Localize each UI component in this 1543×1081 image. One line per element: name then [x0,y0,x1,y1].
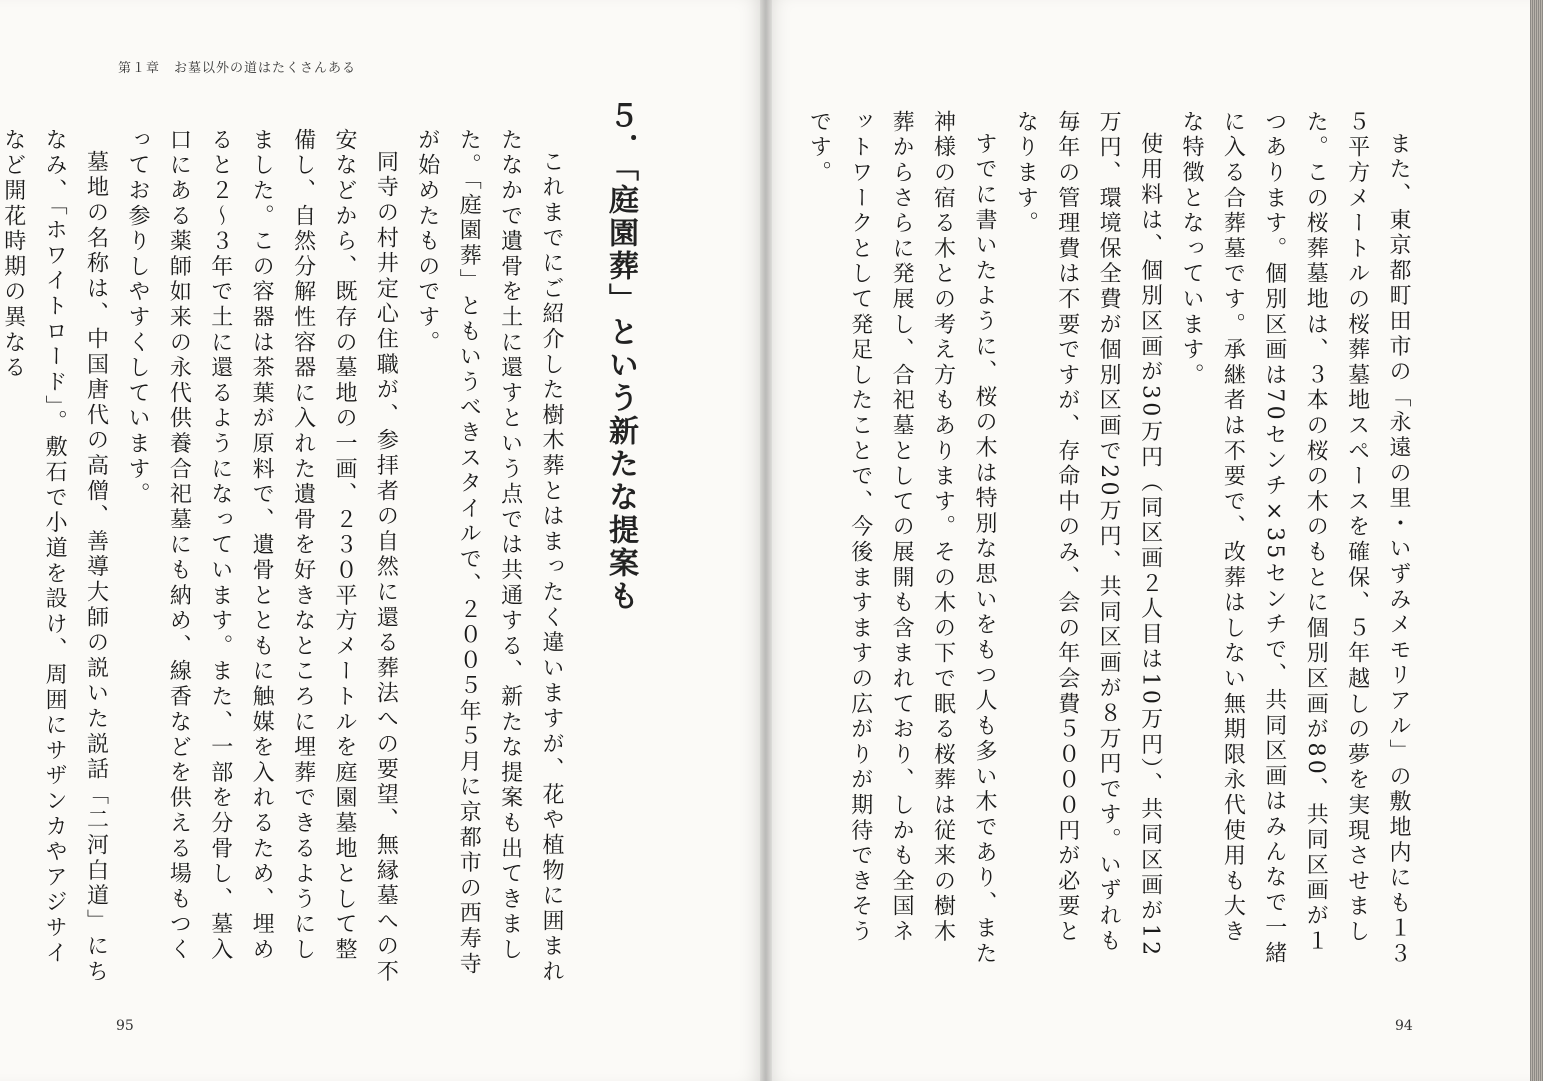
running-head: 第１章 お墓以外の道はたくさんある [118,61,357,76]
book-page-edges [1530,0,1543,1081]
paragraph: これまでにご紹介した樹木葬とはまったく違いますが、花や植物に囲まれたなかで遺骨を土に還すという点では共通する、新たな提案も出てきました。「庭園葬」ともいうべきスタイルで、２００５年５月に京都市の西寿寺が始めたものです。 [414,128,564,985]
paragraph: 墓地の名称は、中国唐代の高僧、善導大師の説いた説話「二河白道」にちなみ、「ホワイトロード」。敷石で小道を設け、周囲にサザンカやアジサイなど開花時期の異なる [0,128,109,985]
left-page-body [0,128,572,988]
left-page [0,0,765,1081]
page-number-right: 94 [1395,1018,1413,1034]
section-heading: ５．「庭園葬」という新たな提案も [603,100,638,613]
paragraph: また、東京都町田市の「永遠の里・いずみメモリアル」の敷地内にも１３５平方メートルの桜葬墓地スペースを確保、５年越しの夢を実現させました。この桜葬墓地は、３本の桜の木のもとに個別区画が80、共同区画が１つあります。個別区画は70センチ×35センチで、共同区画はみんなで一緒に入る合葬墓です。承継者は不要で、改葬はしない無期限永代使用も大きな特徴となっています。 [1178,110,1411,967]
book-gutter [760,0,772,1081]
paragraph: 同寺の村井定心住職が、参拝者の自然に還る葬法への要望、無縁墓への不安などから、既存の墓地の一画、２３０平方メートルを庭園墓地として整備し、自然分解性容器に入れた遺骨を好きなところに埋葬できるようにしました。この容器は茶葉が原料で、遺骨とともに触媒を入れるため、埋めると２～３年で土に還るようになっています。また、一部を分骨し、墓入口にある薬師如来の永代供養合祀墓にも納め、線香などを供える場もつくってお参りしやすくしています。 [124,128,399,985]
right-page-body [806,110,1419,970]
paragraph: すでに書いたように、桜の木は特別な思いをもつ人も多い木であり、また神様の宿る木との考え方もあります。その木の下で眠る桜葬は従来の樹木葬からさらに発展し、合祀墓としての展開も含まれており、しかも全国ネットワークとして発足したことで、今後ますますの広がりが期待できそうです。 [806,110,997,967]
paragraph: 使用料は、個別区画が30万円（同区画２人目は10万円）、共同区画が12万円、環境保全費が個別区画で20万円、共同区画が８万円です。いずれも毎年の管理費は不要ですが、存命中のみ、会の年会費５０００円が必要となります。 [1013,110,1163,959]
page-number-left: 95 [116,1018,134,1034]
